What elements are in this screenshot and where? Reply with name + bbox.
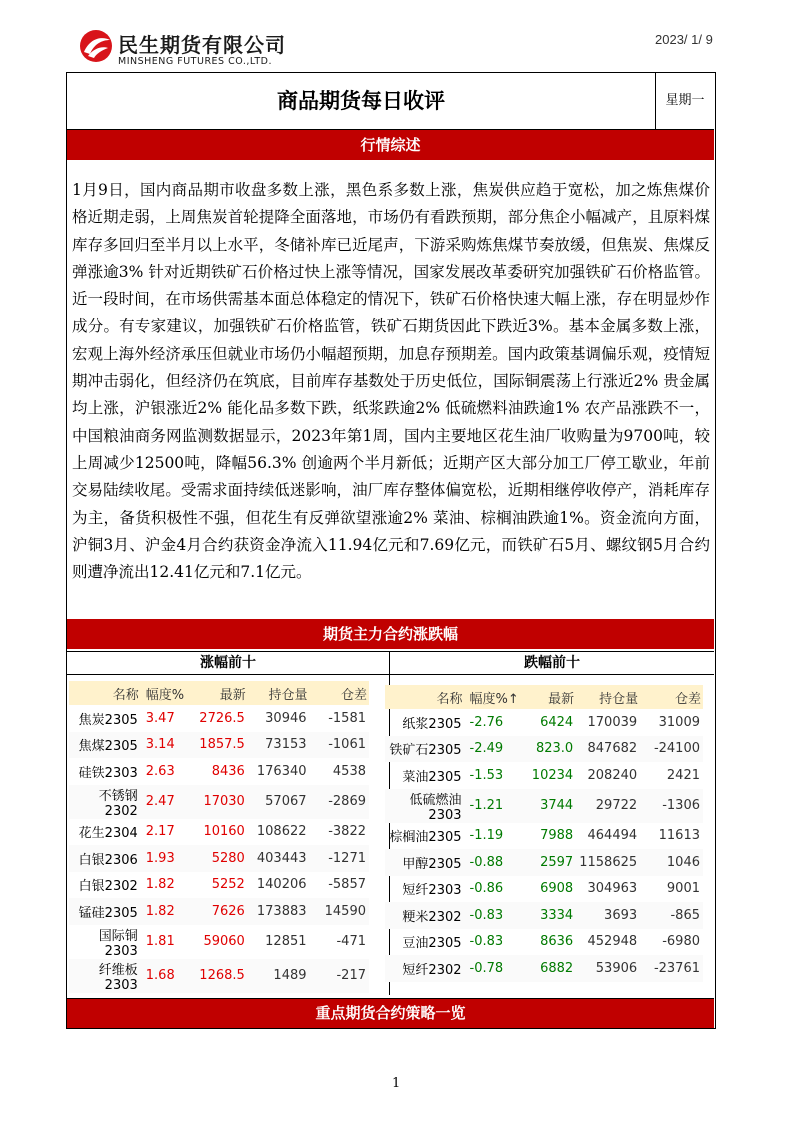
losers-header-row	[385, 685, 703, 709]
last-price: 7988	[540, 828, 574, 844]
change-pct: 1.82	[145, 877, 175, 893]
open-interest: 3693	[576, 902, 640, 929]
change-pct: 3.14	[141, 732, 193, 759]
contract-name: 短纤2303	[402, 883, 462, 899]
table-row	[385, 709, 703, 736]
last-price: 17030	[193, 785, 248, 819]
open-interest: 30946	[265, 710, 307, 726]
company-name-en: MINSHENG FUTURES CO.,LTD.	[118, 56, 272, 67]
gainers-table	[69, 681, 369, 993]
table-row	[69, 898, 369, 925]
last-price: 1268.5	[193, 959, 248, 993]
col-oi: 持仓量	[248, 681, 310, 705]
oi-change: -1581	[328, 710, 366, 726]
table-row	[385, 955, 703, 982]
oi-change: -865	[640, 902, 703, 929]
report-title: 商品期货每日收评	[67, 73, 656, 129]
change-pct: -1.19	[469, 828, 504, 844]
open-interest: 452948	[587, 934, 638, 950]
last-price: 5252	[211, 877, 245, 893]
weekday: 星期一	[665, 93, 705, 108]
open-interest: 12851	[265, 934, 307, 949]
table-row	[69, 959, 369, 993]
contract-name: 粳米2302	[385, 902, 465, 929]
contract-name: 纤维板2303	[69, 959, 141, 993]
contract-name: 纸浆2305	[402, 716, 462, 732]
last-price: 2597	[521, 849, 576, 876]
table-row	[385, 876, 703, 903]
table-row	[69, 872, 369, 899]
oi-change: 4538	[332, 763, 366, 779]
oi-change: -6980	[662, 934, 700, 950]
contract-name: 硅铁2303	[78, 765, 138, 781]
change-pct: -2.49	[465, 736, 522, 763]
section-movers-header: 期货主力合约涨跌幅	[67, 619, 714, 649]
change-pct: 1.93	[141, 845, 193, 872]
contract-name: 短纤2302	[385, 955, 465, 982]
change-pct: -2.76	[469, 714, 504, 730]
last-price: 8636	[540, 934, 574, 950]
col-name: 名称	[69, 681, 141, 705]
contract-name: 白银2306	[69, 845, 141, 872]
open-interest: 170039	[587, 714, 638, 730]
oi-change: 9001	[666, 881, 700, 897]
open-interest: 73153	[248, 732, 310, 759]
table-row	[69, 819, 369, 846]
change-pct: 1.82	[141, 898, 193, 925]
table-row	[385, 929, 703, 956]
open-interest: 847682	[576, 736, 640, 763]
oi-change: -2869	[310, 785, 369, 819]
contract-name: 焦煤2305	[69, 732, 141, 759]
table-row	[69, 732, 369, 759]
minsheng-logo-icon	[78, 28, 114, 64]
open-interest: 1489	[248, 959, 310, 993]
open-interest: 108622	[256, 824, 307, 840]
change-pct: 1.68	[141, 959, 193, 993]
oi-change: -5857	[328, 877, 366, 893]
contract-name: 铁矿石2305	[385, 736, 465, 763]
last-price: 6908	[540, 881, 574, 897]
last-price: 3334	[521, 902, 576, 929]
contract-name: 低硫燃油2303	[385, 789, 465, 823]
table-row	[69, 925, 369, 959]
last-price: 2726.5	[199, 710, 245, 726]
open-interest: 140206	[256, 877, 307, 893]
contract-name: 菜油2305	[402, 769, 462, 785]
table-row	[385, 823, 703, 850]
table-row	[385, 902, 703, 929]
last-price: 3744	[521, 789, 576, 823]
oi-change: 1046	[640, 849, 703, 876]
table-row	[385, 762, 703, 789]
page-number: 1	[392, 1076, 401, 1091]
oi-change: -1271	[310, 845, 369, 872]
change-pct: -1.53	[469, 767, 504, 783]
oi-change: -1061	[310, 732, 369, 759]
report-date: 2023/ 1/ 9	[655, 32, 713, 47]
open-interest: 304963	[587, 881, 638, 897]
change-pct: -0.88	[465, 849, 522, 876]
report-frame	[66, 72, 716, 1029]
gainers-header-row	[69, 681, 369, 705]
open-interest: 1158625	[576, 849, 640, 876]
oi-change: 2421	[666, 767, 700, 783]
last-price: 8436	[211, 763, 245, 779]
table-row	[69, 845, 369, 872]
change-pct: -0.86	[469, 881, 504, 897]
last-price: 5280	[193, 845, 248, 872]
open-interest: 57067	[248, 785, 310, 819]
table-row	[385, 849, 703, 876]
oi-change: -471	[336, 934, 366, 949]
open-interest: 464494	[587, 828, 638, 844]
last-price: 59060	[203, 934, 245, 949]
contract-name: 花生2304	[78, 826, 138, 842]
contract-name: 甲醇2305	[385, 849, 465, 876]
contract-name: 棕榈油2305	[389, 830, 462, 846]
open-interest: 403443	[248, 845, 310, 872]
change-pct: -0.83	[465, 902, 522, 929]
oi-change: -3822	[328, 824, 366, 840]
col-oi: 持仓量	[576, 685, 640, 709]
change-pct: 2.47	[141, 785, 193, 819]
open-interest: 208240	[587, 767, 638, 783]
change-pct: 1.81	[145, 934, 175, 949]
oi-change: -23761	[640, 955, 703, 982]
contract-name: 焦炭2305	[78, 712, 138, 728]
oi-change: -1306	[640, 789, 703, 823]
change-pct: 2.63	[145, 763, 175, 779]
open-interest: 29722	[576, 789, 640, 823]
market-summary: 1月9日，国内商品期市收盘多数上涨，黑色系多数上涨，焦炭供应趋于宽松，加之炼焦煤价格近期走弱，上周焦炭首轮提降全面落地，市场仍有看跌预期，部分焦企小幅减产，且原料煤库存多回归至半月以上水平，冬储补库已近尾声，下游采购炼焦煤节奏放缓，但焦炭、焦煤反弹涨逾3% 针对近期铁矿石价格过快上涨等情况，国家发展改革委研究加强铁矿石价格监管。近一段时间，在市场供需基本面总体稳定的情况下，铁矿石价格快速大幅上涨，存在明显炒作成分。有专家建议，加强铁矿石价格监管，铁矿石期货因此下跌近3%。基本金属多数上涨，宏观上海外经济承压但就业市场仍小幅超预期，加息存预期差。国内政策基调偏乐观，疫情短期冲击弱化，但经济仍在筑底，目前库存基数处于历史低位，国际铜震荡上行涨近2% 贵金属均上涨，沪银涨近2% 能化品多数下跌，纸浆跌逾2% 低硫燃料油跌逾1% 农产品涨跌不一，中国粮油商务网监测数据显示，2023年第1周，国内主要地区花生油厂收购量为9700吨，较上周减少12500吨，降幅56.3% 创逾两个半月新低；近期产区大部分加工厂停工歇业，年前交易陆续收尾。受需求面持续低迷影响，油厂库存整体偏宽松，近期相继停收停产，消耗库存为主，备货积极性不强，但花生有反弹欲望涨逾2% 菜油、棕榈油跌逾1%。资金流向方面，沪铜3月、沪金4月合约获资金净流入11.94亿元和7.69亿元，而铁矿石5月、螺纹钢5月合约则遭净流出12.41亿元和7.1亿元。	[72, 181, 710, 582]
last-price: 7626	[193, 898, 248, 925]
oi-change: 31009	[658, 714, 700, 730]
section-strategy-header: 重点期货合约策略一览	[67, 998, 714, 1028]
oi-change: -24100	[640, 736, 703, 763]
losers-table	[385, 685, 703, 982]
section-overview-header: 行情综述	[67, 130, 714, 160]
last-price: 10234	[531, 767, 574, 783]
contract-name: 国际铜2303	[98, 928, 138, 959]
table-row	[385, 789, 703, 823]
oi-change: 11613	[658, 828, 700, 844]
change-pct: 3.47	[145, 710, 175, 726]
table-row	[69, 758, 369, 785]
contract-name: 豆油2305	[402, 936, 462, 952]
company-name-cn: 民生期货有限公司	[118, 33, 286, 57]
last-price: 823.0	[521, 736, 576, 763]
col-last: 最新	[521, 685, 576, 709]
col-name: 名称	[385, 685, 465, 709]
table-row	[385, 736, 703, 763]
title-row	[67, 73, 714, 130]
losers-title: 跌幅前十	[390, 651, 714, 675]
col-pct: 幅度%	[141, 681, 193, 705]
col-oi-change: 仓差	[310, 681, 369, 705]
table-row	[69, 785, 369, 819]
open-interest: 53906	[576, 955, 640, 982]
table-row	[69, 705, 369, 732]
open-interest: 173883	[248, 898, 310, 925]
oi-change: -217	[310, 959, 369, 993]
change-pct: -1.21	[465, 789, 522, 823]
contract-name: 不锈钢2302	[69, 785, 141, 819]
oi-change: 14590	[310, 898, 369, 925]
company-logo	[78, 26, 318, 72]
change-pct: -0.83	[469, 934, 504, 950]
gainers-title: 涨幅前十	[67, 651, 390, 675]
col-oi-change: 仓差	[640, 685, 703, 709]
last-price: 6882	[521, 955, 576, 982]
contract-name: 锰硅2305	[69, 898, 141, 925]
col-last: 最新	[193, 681, 248, 705]
change-pct: -0.78	[465, 955, 522, 982]
last-price: 10160	[203, 824, 245, 840]
contract-name: 白银2302	[78, 879, 138, 895]
open-interest: 176340	[256, 763, 307, 779]
change-pct: 2.17	[145, 824, 175, 840]
col-pct: 幅度%↑	[465, 685, 522, 709]
last-price: 6424	[540, 714, 574, 730]
last-price: 1857.5	[193, 732, 248, 759]
